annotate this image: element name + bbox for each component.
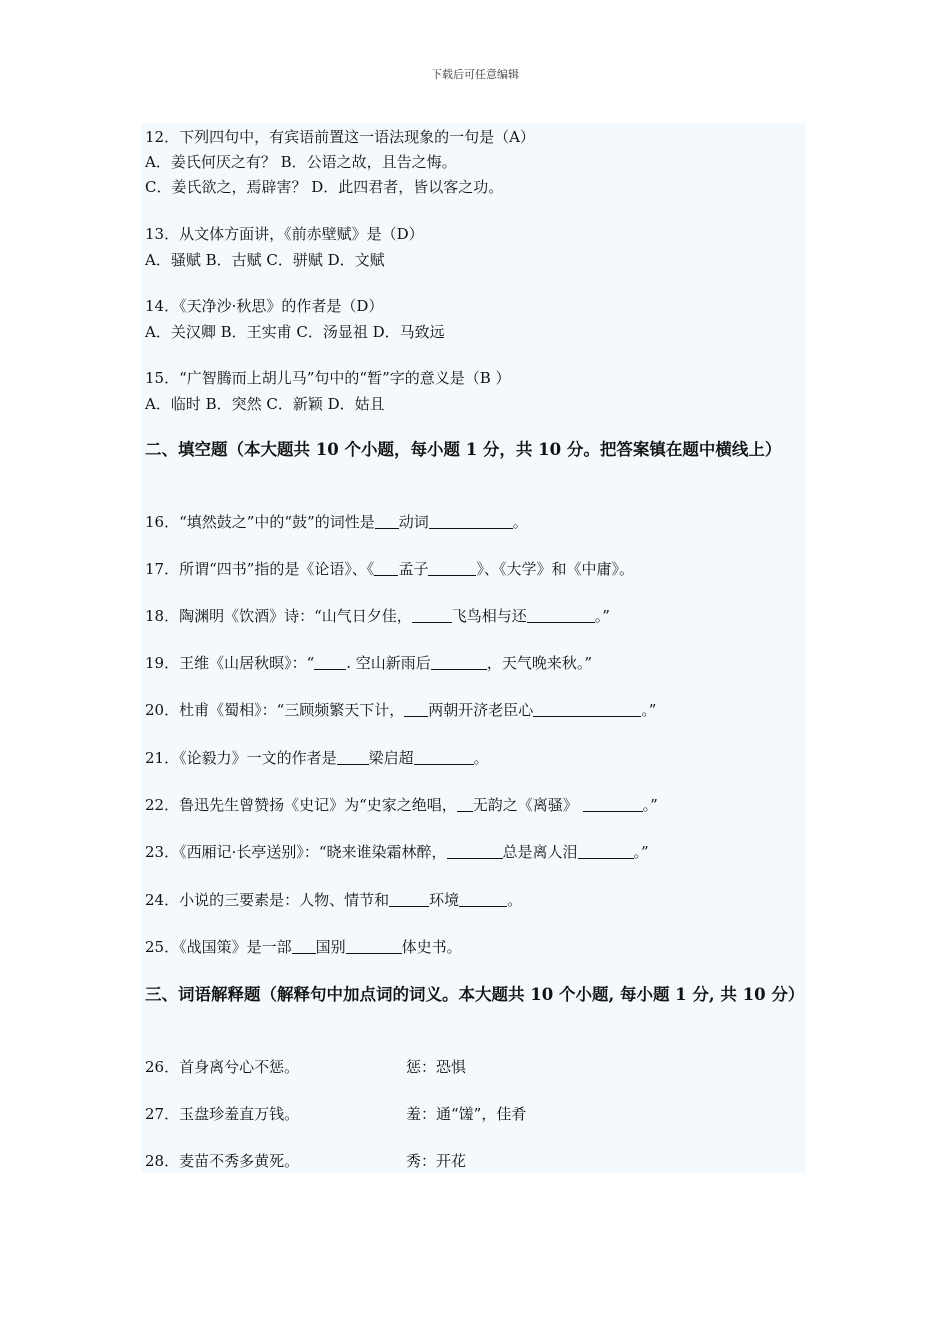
question-27-definition: 羞：通“馐”，佳肴 xyxy=(406,1105,527,1123)
question-23 xyxy=(145,842,649,862)
answer-blank xyxy=(428,559,476,576)
answer-blank xyxy=(414,748,474,765)
question-24-answer: 环境 xyxy=(429,891,460,909)
answer-blank xyxy=(375,512,399,529)
section-2-heading: 二、填空题（本大题共 10 个小题，每小题 1 分，共 10 分。把答案镇在题中横线上） xyxy=(145,440,782,459)
question-18-tail: 。” xyxy=(594,607,610,625)
page-header-note: 下载后可任意编辑 xyxy=(431,68,519,81)
question-24-text: 24．小说的三要素是：人物、情节和 xyxy=(145,891,390,909)
question-16-tail: 。 xyxy=(512,513,528,531)
question-25 xyxy=(145,937,462,957)
answer-blank xyxy=(457,795,473,812)
question-12-options-cd: C．姜氏欲之，焉辟害？ D．此四君者，皆以客之功。 xyxy=(145,178,504,196)
question-21 xyxy=(145,748,489,768)
answer-blank xyxy=(412,606,452,623)
answer-blank xyxy=(583,795,643,812)
answer-blank xyxy=(431,653,487,670)
question-17-answer: 孟子 xyxy=(398,560,429,578)
question-21-tail: 。 xyxy=(473,749,489,767)
question-14-stem: 14．《天净沙·秋思》的作者是（D） xyxy=(145,297,384,315)
question-24 xyxy=(145,890,522,910)
question-12-options-ab: A．姜氏何厌之有？ B．公语之故，且告之悔。 xyxy=(145,153,457,171)
answer-blank xyxy=(459,890,507,907)
answer-blank xyxy=(314,653,346,670)
question-22-tail: 。” xyxy=(642,796,658,814)
answer-blank xyxy=(337,748,369,765)
answer-blank xyxy=(404,700,428,717)
question-25-text: 25．《战国策》是一部 xyxy=(145,938,292,956)
question-17-text: 17．所谓“四书”指的是《论语》、《 xyxy=(145,560,375,578)
question-13-options: A．骚赋 B．古赋 C．骈赋 D．文赋 xyxy=(145,251,385,269)
question-15-options: A．临时 B．突然 C．新颖 D．姑且 xyxy=(145,395,385,413)
question-18 xyxy=(145,606,610,626)
question-20-answer: 两朝开济老臣心 xyxy=(428,701,534,719)
question-12-stem: 12．下列四句中，有宾语前置这一语法现象的一句是（A） xyxy=(145,128,535,146)
question-25-tail: 体史书。 xyxy=(401,938,462,956)
question-25-answer: 国别 xyxy=(315,938,346,956)
question-19-tail: ，天气晚来秋。” xyxy=(486,654,592,672)
question-20 xyxy=(145,700,656,720)
answer-blank xyxy=(346,937,402,954)
question-17-tail: 》、《大学》和《中庸》。 xyxy=(476,560,634,578)
question-20-text: 20．杜甫《蜀相》：“三顾频繁天下计， xyxy=(145,701,405,719)
question-24-tail: 。 xyxy=(507,891,523,909)
question-22 xyxy=(145,795,658,815)
answer-blank xyxy=(429,512,513,529)
question-22-text: 22．鲁迅先生曾赞扬《史记》为“史家之绝唱， xyxy=(145,796,457,814)
question-20-tail: 。” xyxy=(641,701,657,719)
answer-blank xyxy=(292,937,316,954)
answer-blank xyxy=(447,842,503,859)
question-21-answer: 梁启超 xyxy=(368,749,414,767)
question-17 xyxy=(145,559,634,579)
question-13-stem: 13．从文体方面讲，《前赤壁赋》是（D） xyxy=(145,225,424,243)
answer-blank xyxy=(389,890,429,907)
answer-blank xyxy=(578,842,634,859)
question-23-text: 23．《西厢记·长亭送别》：“晓来谁染霜林醉， xyxy=(145,843,447,861)
question-14-options: A．关汉卿 B．王实甫 C．汤显祖 D．马致远 xyxy=(145,323,445,341)
question-23-answer: 总是离人泪 xyxy=(502,843,578,861)
question-16-answer: 动词 xyxy=(398,513,429,531)
question-19-text: 19．王维《山居秋暝》：“ xyxy=(145,654,315,672)
question-16-text: 16．“填然鼓之”中的“鼓”的词性是 xyxy=(145,513,375,531)
question-15-stem: 15．“广智腾而上胡儿马”句中的“暂”字的意义是（B ） xyxy=(145,369,511,387)
question-18-answer: 飞鸟相与还 xyxy=(451,607,527,625)
question-26-sentence: 26．首身离兮心不惩。 xyxy=(145,1058,300,1076)
exam-content xyxy=(141,123,806,1173)
question-23-tail: 。” xyxy=(633,843,649,861)
question-22-answer: 无韵之《离骚》 xyxy=(472,796,578,814)
answer-blank xyxy=(527,606,595,623)
answer-blank xyxy=(374,559,398,576)
question-26-definition: 惩：恐惧 xyxy=(406,1058,467,1076)
question-19 xyxy=(145,653,592,673)
answer-blank xyxy=(533,700,641,717)
question-28-sentence: 28．麦苗不秀多黄死。 xyxy=(145,1152,300,1170)
question-18-text: 18．陶渊明《饮酒》诗：“山气日夕佳， xyxy=(145,607,412,625)
section-3-heading: 三、词语解释题（解释句中加点词的词义。本大题共 10 个小题, 每小题 1 分, 共 10 分） xyxy=(145,985,805,1004)
question-27-sentence: 27．玉盘珍羞直万钱。 xyxy=(145,1105,300,1123)
question-28-definition: 秀：开花 xyxy=(406,1152,467,1170)
question-16 xyxy=(145,512,528,532)
question-21-text: 21．《论毅力》一文的作者是 xyxy=(145,749,337,767)
question-19-answer: . 空山新雨后 xyxy=(346,654,431,672)
